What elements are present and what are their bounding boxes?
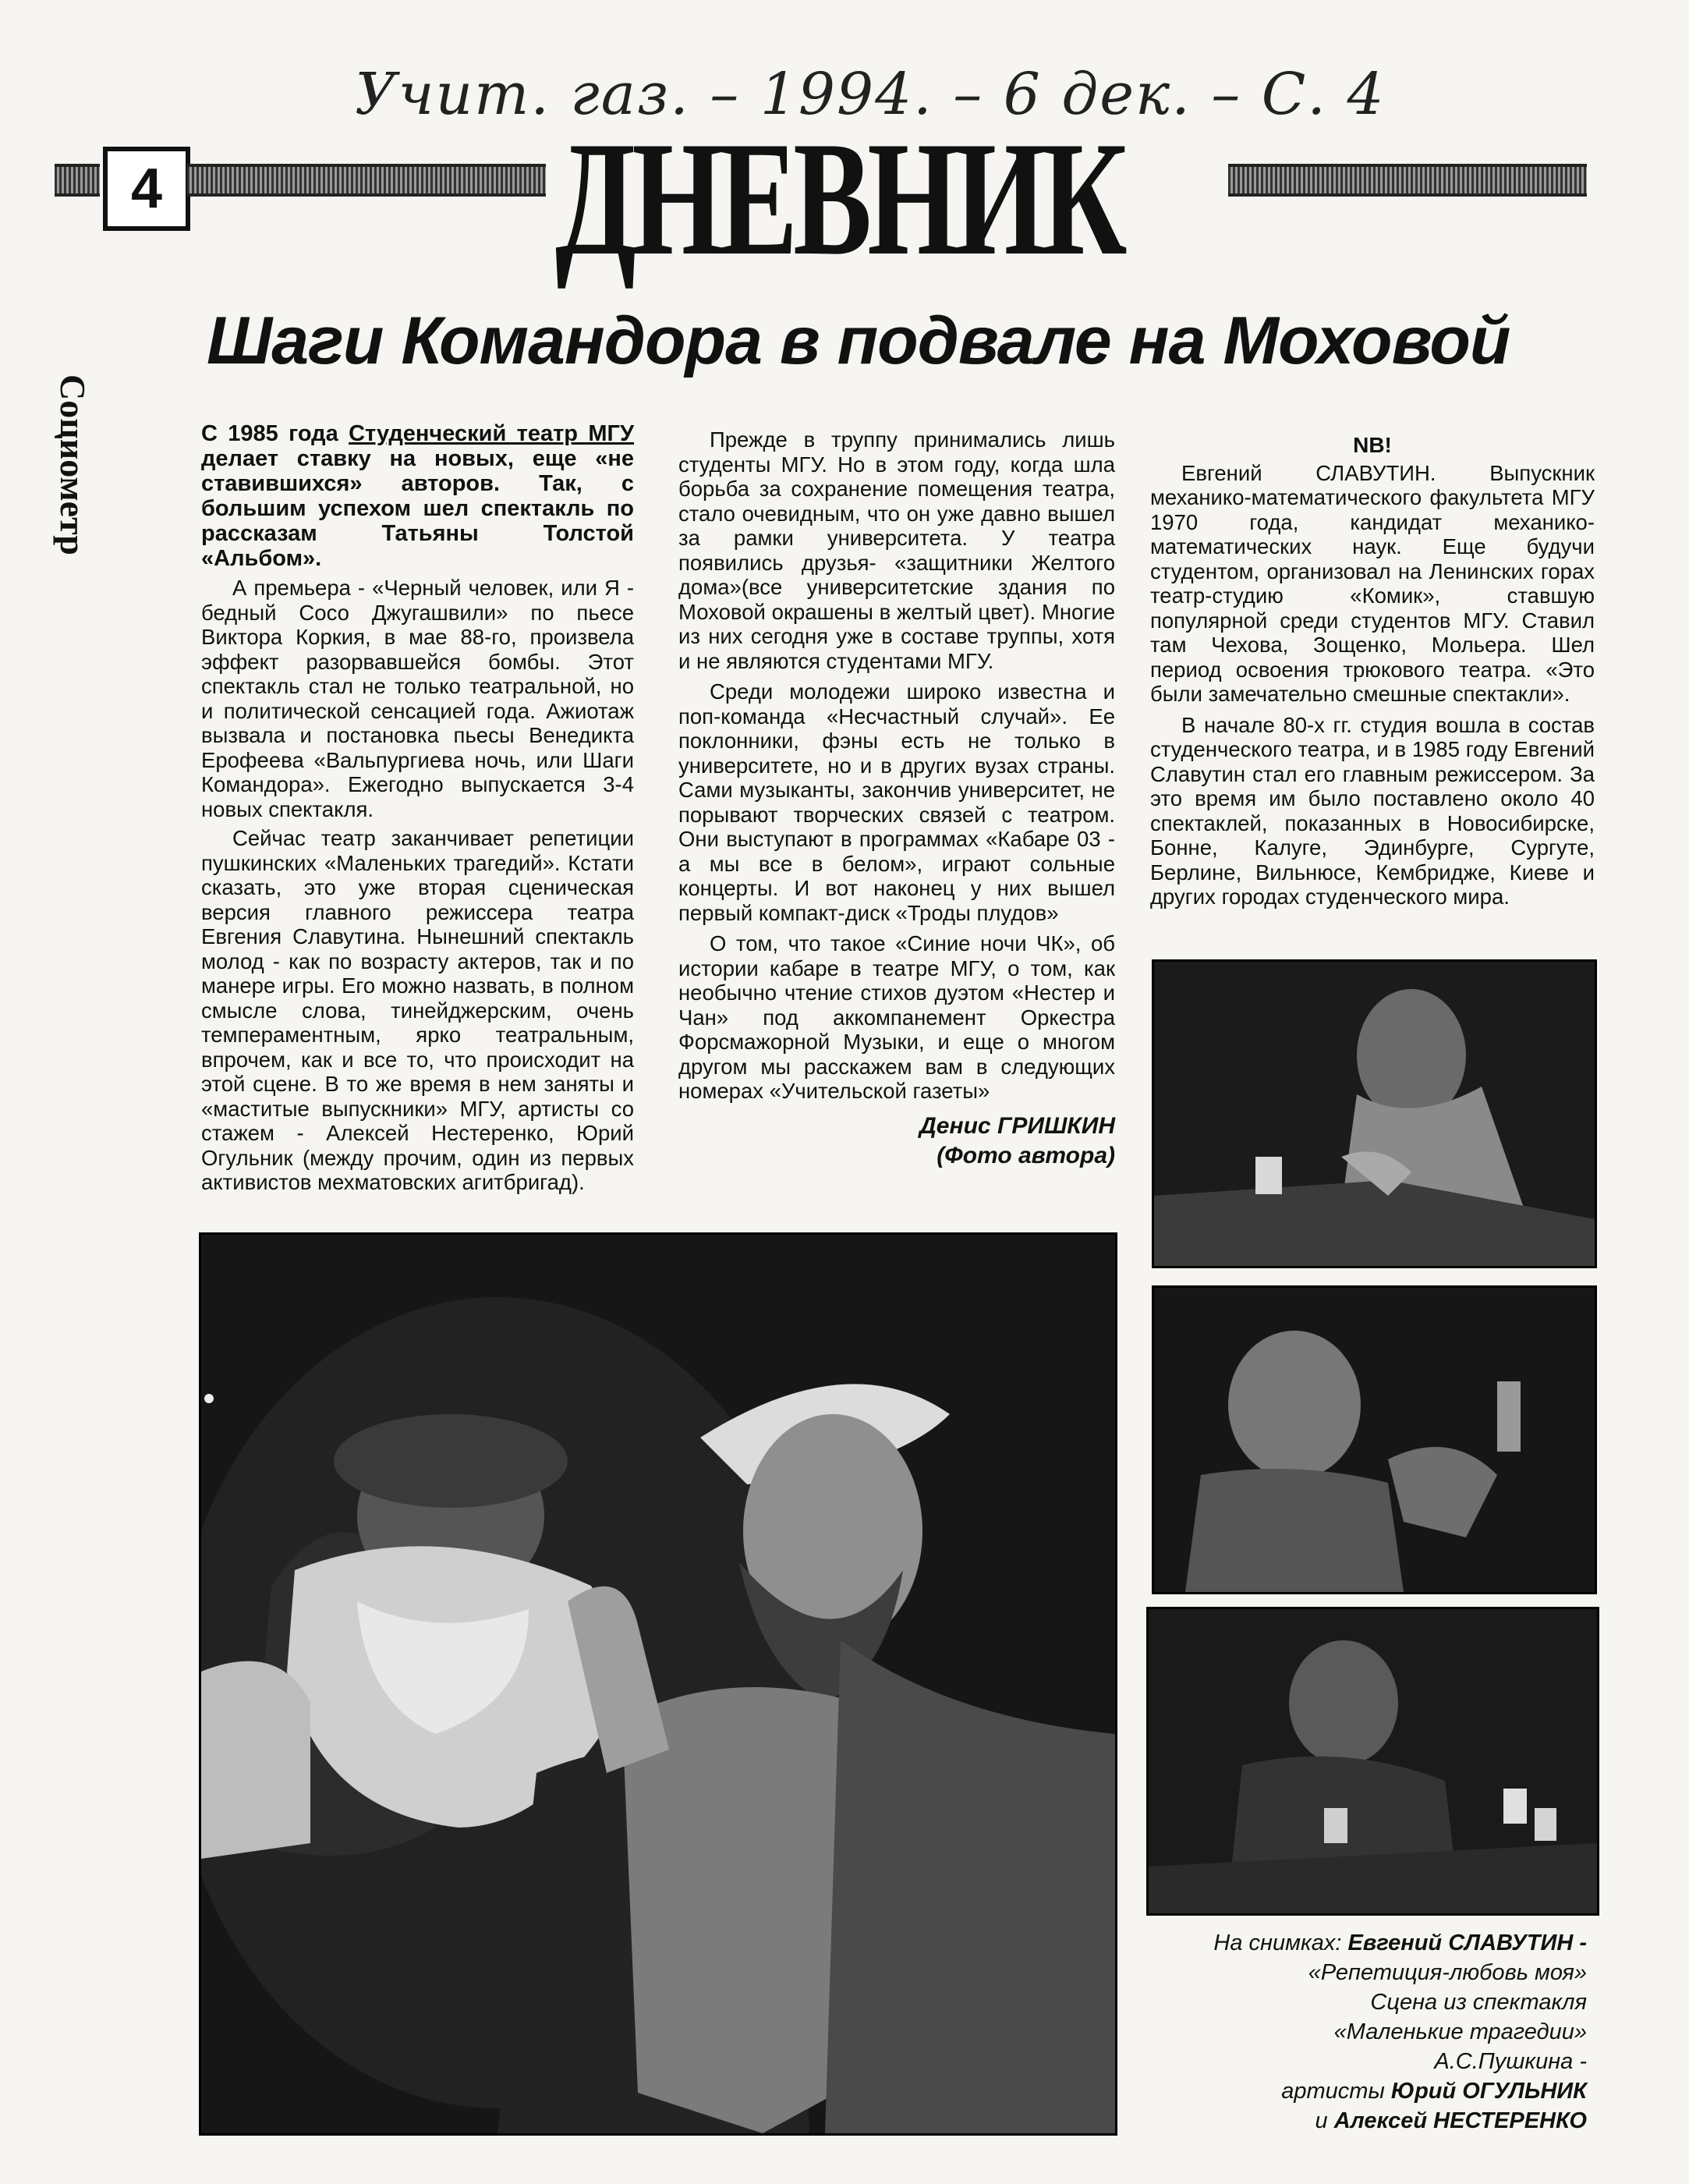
caption-line: «Репетиция-любовь моя»	[1308, 1960, 1587, 1985]
article-headline: Шаги Командора в подвале на Моховой	[207, 303, 1510, 378]
main-photo-scene	[199, 1232, 1117, 2136]
author-name: Денис ГРИШКИН	[919, 1112, 1115, 1139]
caption-prefix: На снимках:	[1213, 1930, 1348, 1955]
photo-slavutin-2	[1152, 1285, 1597, 1594]
section-masthead: ДНЕВНИК	[555, 108, 1123, 289]
paragraph: Прежде в труппу принимались лишь студенты МГУ. Но в этом году, когда шла борьба за сохранение помещения театра, стало очевидным, что он уже давно вышел за рамки университета. У театра появились друзья- «защитники Желтого дома»(все университетские здания по Моховой окрашены в желтый цвет). Многие из них сегодня уже в составе труппы, хотя и не являются студентами МГУ.	[678, 427, 1115, 673]
vertical-section-label: Социометр	[53, 374, 93, 555]
caption-prefix: и	[1315, 2108, 1334, 2133]
photo-slavutin-1	[1152, 959, 1597, 1268]
lead-underlined-text: Студенческий театр МГУ	[349, 421, 634, 446]
article-column-2	[678, 427, 1115, 1171]
paragraph: В начале 80-х гг. студия вошла в состав студенческого театра, и в 1985 году Евгений Славутин стал его главным режиссером. За это время им было поставлено около 40 спектаклей, показанных в Новосибирске, Бонне, Калуге, Эдинбурге, Сургуте, Берлине, Вильнюсе, Кембридже, Киеве и других городах студенческого мира.	[1150, 712, 1595, 909]
nb-label: NB!	[1353, 433, 1392, 457]
caption-name: Юрий ОГУЛЬНИК	[1390, 2079, 1587, 2104]
caption-line: А.С.Пушкина -	[1434, 2049, 1587, 2074]
article-lead	[201, 421, 634, 571]
photo-illustration	[1154, 1288, 1595, 1592]
caption-name: Алексей НЕСТЕРЕНКО	[1333, 2108, 1587, 2133]
caption-name: Евгений СЛАВУТИН -	[1347, 1930, 1587, 1955]
paragraph: О том, что такое «Синие ночи ЧК», об истории кабаре в театре МГУ, о том, как необычно чтение стихов дуэтом «Нестер и Чан» под аккомпанемент Оркестра Форсмажорной Музыки, и еще о многом другом мы расскажем вам в следующих номерах «Учительской газеты»	[678, 931, 1115, 1103]
caption-line: «Маленькие трагедии»	[1333, 2019, 1587, 2044]
header-rule-right	[1228, 164, 1587, 197]
photo-scene-illustration	[201, 1235, 1115, 2133]
paragraph: Евгений СЛАВУТИН. Выпускник механико-математического факультета МГУ 1970 года, кандидат механико-математических наук. Еще будучи студентом, организовал на Ленинских горах театр-студию «Комик», ставшую популярной среди студентов МГУ. Ставил там Чехова, Зощенко, Мольера. Шел период освоения трюкового театра. «Это были замечательно смешные спектакли».	[1150, 460, 1595, 706]
sidebar-nb	[1150, 433, 1595, 909]
photo-slavutin-3	[1146, 1607, 1599, 1916]
lead-text-continued: делает ставку на новых, еще «не ставившихся» авторов. Так, с большим успехом шел спектакль по рассказам Татьяны Толстой «Альбом».	[201, 446, 634, 571]
handwritten-archive-note: Учит. газ. – 1994. – 6 дек. – С. 4	[355, 61, 1386, 128]
caption-line	[1115, 2076, 1587, 2106]
caption-prefix: артисты	[1281, 2079, 1391, 2104]
photo-illustration	[1149, 1609, 1597, 1913]
photo-credit: (Фото автора)	[937, 1142, 1115, 1168]
caption-line	[1115, 1928, 1587, 1958]
paragraph: Сейчас театр заканчивает репетиции пушкинских «Маленьких трагедий». Кстати сказать, это уже вторая сценическая версия главного режиссера театра Евгения Славутина. Нынешний спектакль молод - как по возрасту актеров, так и по манере игры. Его можно назвать, в полном смысле слова, тинейджерским, очень темпераментным, ярко театральным, впрочем, как и все то, что происходит на этой сцене. В то же время в нем заняты и «маститые выпускники» МГУ, артисты со стажем - Алексей Нестеренко, Юрий Огульник (между прочим, один из первых активистов мехматовских агитбригад).	[201, 826, 634, 1194]
caption-line	[1115, 2106, 1587, 2136]
paragraph: Среди молодежи широко известна и поп-команда «Несчастный случай». Ее поклонники, фэны есть не только в университете, но и в других вузах страны. Сами музыканты, закончив университет, не порывают творческих связей с театром. Они выступают в программах «Кабаре 03 - а мы все в белом», играют сольные концерты. И вот наконец у них вышел первый компакт-диск «Троды плудов»	[678, 679, 1115, 925]
page-number: 4	[103, 147, 190, 231]
photo-illustration	[1154, 962, 1595, 1266]
caption-line: Сцена из спектакля	[1370, 1990, 1587, 2015]
header-rule-left	[187, 164, 546, 197]
lead-text: С 1985 года	[201, 421, 349, 446]
photo-caption	[1115, 1928, 1587, 2136]
header-rule-left-short	[55, 164, 100, 197]
article-column-1	[201, 421, 634, 1195]
paragraph: А премьера - «Черный человек, или Я - бедный Сосо Джугашвили» по пьесе Виктора Коркия, в мае 88-го, произвела эффект разорвавшейся бомбы. Этот спектакль стал не только театральной, но и политической сенсацией года. Ажиотаж вызвала и постановка пьесы Венедикта Ерофеева «Вальпургиева ночь, или Шаги Командора». Ежегодно выпускается 3-4 новых спектакля.	[201, 576, 634, 821]
